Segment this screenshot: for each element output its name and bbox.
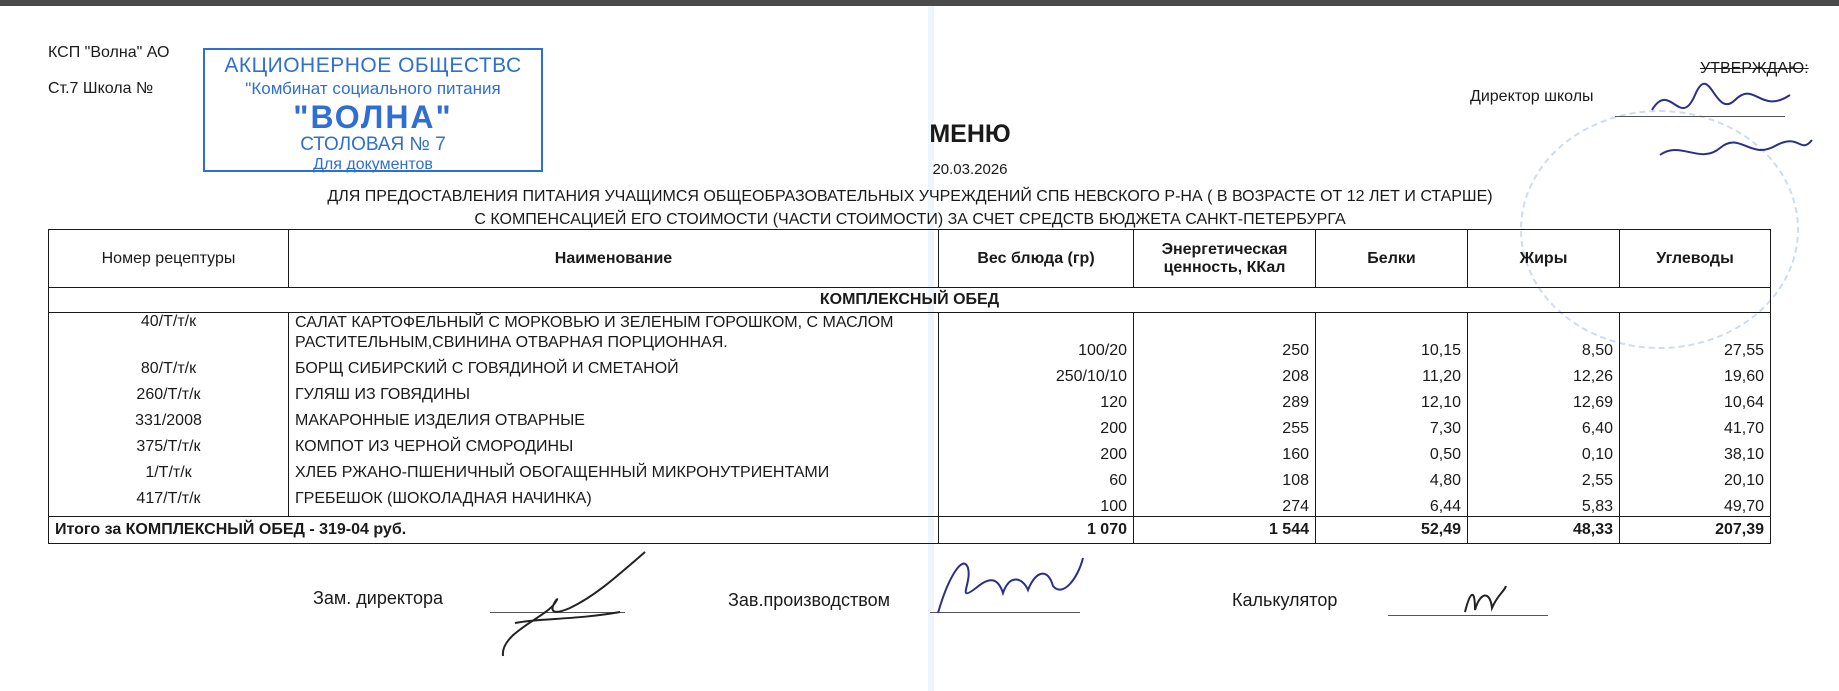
cell-weight: 100/20 — [939, 313, 1134, 361]
total-weight: 1 070 — [939, 517, 1134, 544]
table-row — [49, 313, 1771, 361]
cell-weight: 60 — [939, 464, 1134, 490]
cell-fat: 2,55 — [1468, 464, 1620, 490]
menu-date: 20.03.2026 — [932, 161, 1008, 178]
cell-carbs: 10,64 — [1620, 386, 1771, 412]
deputy-label: Зам. директора — [313, 588, 443, 608]
cell-energy: 289 — [1134, 386, 1316, 412]
cell-num: 417/Т/т/к — [49, 490, 289, 517]
cell-carbs: 19,60 — [1620, 360, 1771, 386]
company-stamp — [203, 48, 543, 172]
scan-top-edge — [0, 0, 1839, 6]
cell-name: КОМПОТ ИЗ ЧЕРНОЙ СМОРОДИНЫ — [289, 438, 939, 464]
cell-fat: 12,69 — [1468, 386, 1620, 412]
cell-protein: 7,30 — [1316, 412, 1468, 438]
col-header-fat: Жиры — [1468, 230, 1620, 288]
table-row — [49, 464, 1771, 490]
cell-name: ГРЕБЕШОК (ШОКОЛАДНАЯ НАЧИНКА) — [289, 490, 939, 517]
cell-name: САЛАТ КАРТОФЕЛЬНЫЙ С МОРКОВЬЮ И ЗЕЛЕНЫМ ГОРОШКОМ, С МАСЛОМ РАСТИТЕЛЬНЫМ,СВИНИНА ОТВАРНАЯ ПОРЦИОННАЯ. — [289, 313, 939, 361]
total-carbs: 207,39 — [1620, 517, 1771, 544]
total-protein: 52,49 — [1316, 517, 1468, 544]
cell-protein: 11,20 — [1316, 360, 1468, 386]
stamp-line-1: АКЦИОНЕРНОЕ ОБЩЕСТВС — [224, 54, 522, 77]
director-signature — [1640, 60, 1815, 170]
cell-energy: 108 — [1134, 464, 1316, 490]
col-header-energy: Энергетическая ценность, ККал — [1134, 230, 1316, 288]
page-title: МЕНЮ — [929, 120, 1011, 148]
cell-protein: 6,44 — [1316, 490, 1468, 517]
stamp-line-4: СТОЛОВАЯ № 7 — [300, 134, 446, 155]
section-title: КОМПЛЕКСНЫЙ ОБЕД — [49, 288, 1771, 313]
cell-weight: 200 — [939, 438, 1134, 464]
production-signature — [928, 548, 1088, 620]
col-header-num: Номер рецептуры — [49, 230, 289, 288]
cell-fat: 0,10 — [1468, 438, 1620, 464]
deputy-signature — [495, 548, 655, 663]
total-fat: 48,33 — [1468, 517, 1620, 544]
menu-table — [48, 229, 1771, 544]
stamp-line-3: "ВОЛНА" — [293, 99, 453, 135]
director-label: Директор школы — [1470, 88, 1594, 105]
cell-energy: 250 — [1134, 313, 1316, 361]
stamp-line-5: Для документов — [313, 156, 433, 173]
total-row — [49, 517, 1771, 544]
approve-label: УТВЕРЖДАЮ: — [1700, 60, 1809, 77]
table-header — [49, 230, 1771, 288]
cell-energy: 255 — [1134, 412, 1316, 438]
cell-num: 40/Т/т/к — [49, 313, 289, 361]
cell-protein: 12,10 — [1316, 386, 1468, 412]
col-header-protein: Белки — [1316, 230, 1468, 288]
section-row — [49, 288, 1771, 313]
col-header-weight: Вес блюда (гр) — [939, 230, 1134, 288]
cell-weight: 100 — [939, 490, 1134, 517]
calculator-signature — [1460, 582, 1510, 620]
cell-weight: 120 — [939, 386, 1134, 412]
cell-name: ГУЛЯШ ИЗ ГОВЯДИНЫ — [289, 386, 939, 412]
org-name: КСП "Волна" АО — [48, 44, 170, 61]
cell-energy: 208 — [1134, 360, 1316, 386]
production-label: Зав.производством — [728, 590, 890, 610]
cell-fat: 6,40 — [1468, 412, 1620, 438]
table-row — [49, 386, 1771, 412]
cell-name: МАКАРОННЫЕ ИЗДЕЛИЯ ОТВАРНЫЕ — [289, 412, 939, 438]
cell-num: 331/2008 — [49, 412, 289, 438]
cell-num: 1/Т/т/к — [49, 464, 289, 490]
cell-protein: 10,15 — [1316, 313, 1468, 361]
cell-num: 80/Т/т/к — [49, 360, 289, 386]
subtitle-line-1: ДЛЯ ПРЕДОСТАВЛЕНИЯ ПИТАНИЯ УЧАЩИМСЯ ОБЩЕОБРАЗОВАТЕЛЬНЫХ УЧРЕЖДЕНИЙ СПБ НЕВСКОГО Р-НА ( В ВОЗРАСТЕ ОТ 12 ЛЕТ И СТАРШЕ) — [327, 188, 1493, 205]
subtitle-line-2: С КОМПЕНСАЦИЕЙ ЕГО СТОИМОСТИ (ЧАСТИ СТОИМОСТИ) ЗА СЧЕТ СРЕДСТВ БЮДЖЕТА САНКТ-ПЕТЕРБУРГА — [474, 211, 1346, 228]
col-header-name: Наименование — [289, 230, 939, 288]
cell-carbs: 27,55 — [1620, 313, 1771, 361]
cell-energy: 274 — [1134, 490, 1316, 517]
cell-fat: 5,83 — [1468, 490, 1620, 517]
school-name: Ст.7 Школа № — [48, 80, 154, 97]
cell-carbs: 38,10 — [1620, 438, 1771, 464]
cell-carbs: 41,70 — [1620, 412, 1771, 438]
cell-fat: 12,26 — [1468, 360, 1620, 386]
total-label: Итого за КОМПЛЕКСНЫЙ ОБЕД - 319-04 руб. — [49, 517, 939, 544]
cell-fat: 8,50 — [1468, 313, 1620, 361]
col-header-carbs: Углеводы — [1620, 230, 1771, 288]
cell-carbs: 49,70 — [1620, 490, 1771, 517]
table-row — [49, 490, 1771, 517]
calculator-label: Калькулятор — [1232, 590, 1338, 610]
cell-num: 260/Т/т/к — [49, 386, 289, 412]
cell-name: ХЛЕБ РЖАНО-ПШЕНИЧНЫЙ ОБОГАЩЕННЫЙ МИКРОНУТРИЕНТАМИ — [289, 464, 939, 490]
cell-protein: 0,50 — [1316, 438, 1468, 464]
table-row — [49, 438, 1771, 464]
cell-num: 375/Т/т/к — [49, 438, 289, 464]
table-row — [49, 412, 1771, 438]
cell-weight: 200 — [939, 412, 1134, 438]
cell-protein: 4,80 — [1316, 464, 1468, 490]
cell-name: БОРЩ СИБИРСКИЙ С ГОВЯДИНОЙ И СМЕТАНОЙ — [289, 360, 939, 386]
total-energy: 1 544 — [1134, 517, 1316, 544]
cell-carbs: 20,10 — [1620, 464, 1771, 490]
stamp-line-2: "Комбинат социального питания — [245, 79, 501, 98]
cell-energy: 160 — [1134, 438, 1316, 464]
table-row — [49, 360, 1771, 386]
cell-weight: 250/10/10 — [939, 360, 1134, 386]
